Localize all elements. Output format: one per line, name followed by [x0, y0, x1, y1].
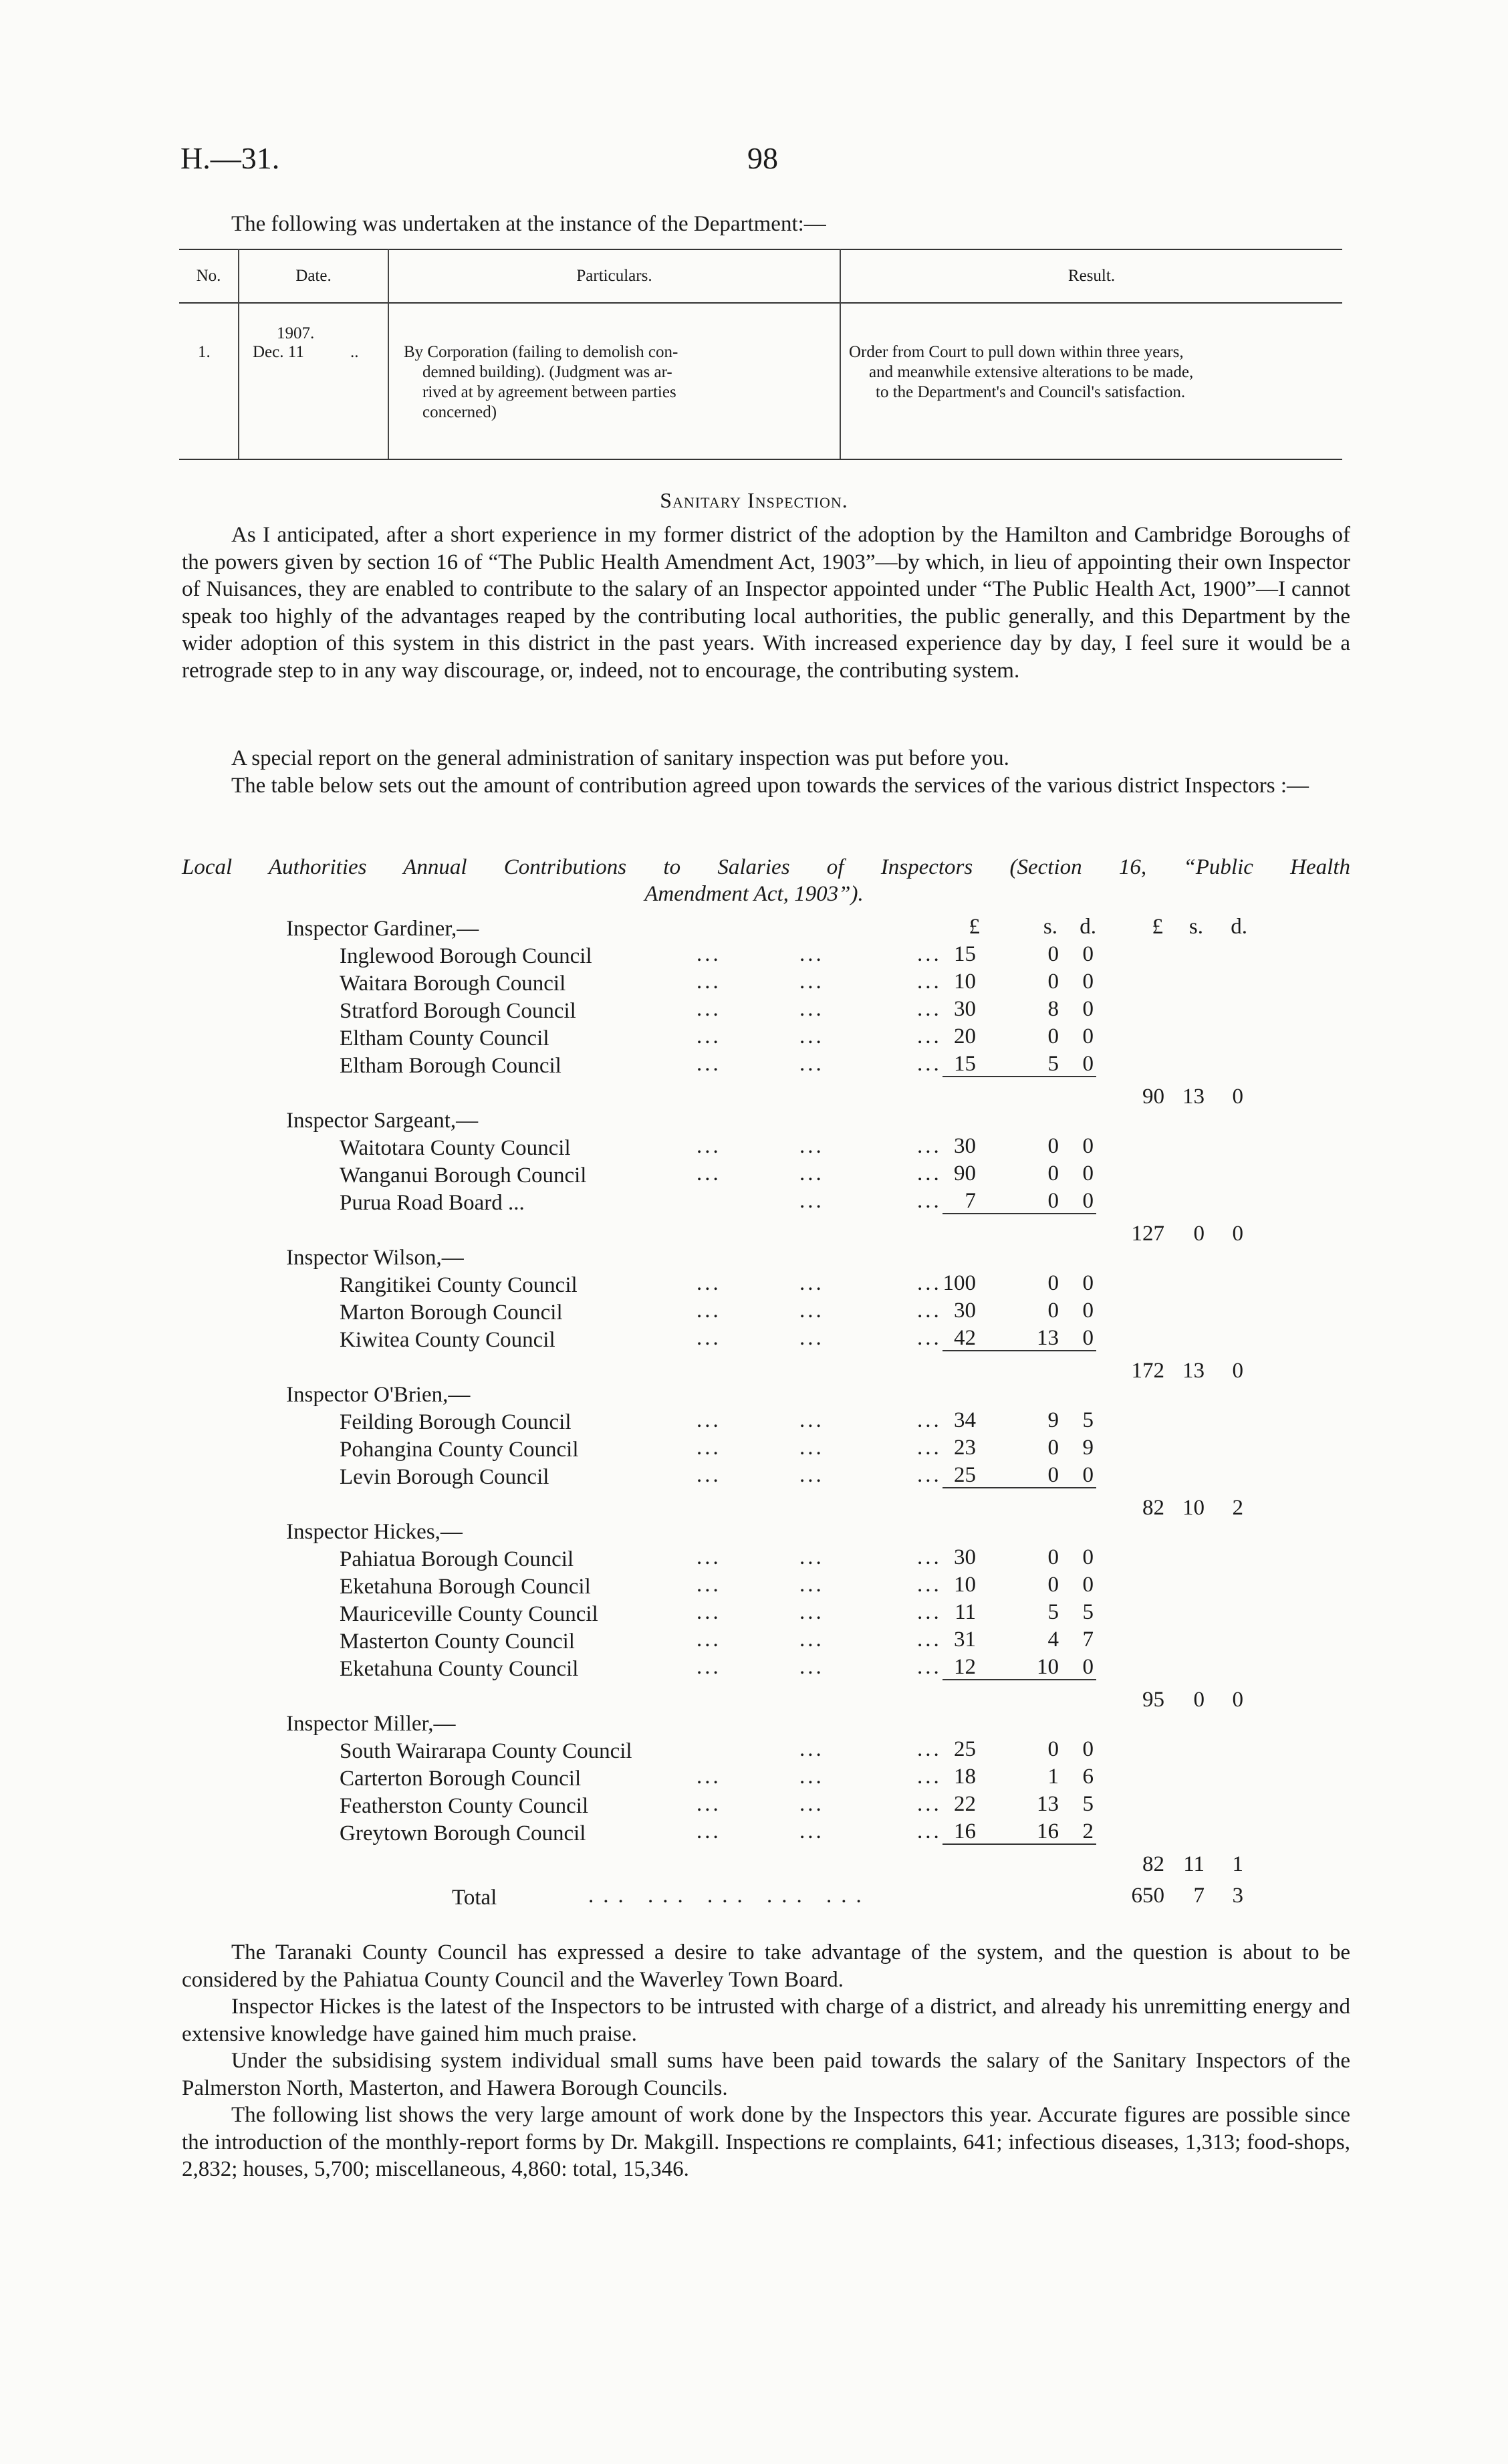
leader-dots: ...: [697, 970, 721, 994]
leader-dots: ...: [799, 1271, 824, 1295]
leader-dots: ...: [917, 1545, 942, 1569]
amount-pounds: 25: [954, 1737, 976, 1761]
amount-pounds: 30: [954, 1545, 976, 1569]
leader-dots: ...: [799, 1819, 824, 1843]
particulars-line: demned building). (Judgment was ar-: [422, 363, 672, 381]
amount-shillings: 8: [1047, 997, 1059, 1021]
section-heading: Sanitary Inspection.: [660, 488, 848, 512]
leader-dots: ...: [799, 1628, 824, 1652]
amount-shillings: 10: [1037, 1655, 1059, 1679]
leader-dots: ...: [697, 1134, 721, 1158]
inspector-name: Inspector Gardiner,—: [286, 917, 479, 941]
council-name: Marton Borough Council: [340, 1301, 563, 1325]
inspector-name: Inspector Sargeant,—: [286, 1109, 479, 1133]
amount-pounds: 22: [954, 1792, 976, 1816]
inspector-name: Inspector Miller,—: [286, 1712, 456, 1736]
leader-dots: ...: [799, 1189, 824, 1213]
col-header-date: Date.: [295, 267, 332, 285]
amount-shillings: 9: [1047, 1408, 1059, 1432]
page-number: 98: [747, 141, 778, 175]
header-shillings-total: s.: [1188, 915, 1203, 939]
amount-shillings: 0: [1047, 1436, 1059, 1460]
amount-shillings: 4: [1047, 1628, 1059, 1652]
amount-pounds: 30: [954, 997, 976, 1021]
amount-shillings: 0: [1047, 1189, 1059, 1213]
council-name: Pahiatua Borough Council: [340, 1547, 574, 1571]
leader-dots: ...: [917, 1737, 942, 1761]
leader-dots: ...: [799, 1737, 824, 1761]
subtotal-rule: [943, 1487, 1096, 1488]
paragraph-text: As I anticipated, after a short experience in my former district of the adoption by the Hamilton and Cambridge Boroughs of the powers given by section 16 of “The Public Health Amendment Act, 1903”—by which, in lieu of appointing their own Inspector of Nuisances, they are enabled to contribute to the salary of an Inspector appointed under “The Public Health Act, 1900”—I cannot speak too highly of the advantages reaped by the contributing local authorities, the public generally, and this Department by the wider adoption of this system in this district in the past years. With increased experience day by day, I feel sure it would be a retrograde step to in any way discourage, or, indeed, not to encourage, the contributing system.: [182, 523, 1350, 683]
subtotal-pounds: 82: [1142, 1496, 1164, 1520]
leader-dots: ...: [697, 997, 721, 1021]
subtotal-pence: 0: [1232, 1359, 1243, 1383]
leader-dots: ...: [917, 1299, 942, 1323]
leader-dots: ...: [917, 1271, 942, 1295]
amount-shillings: 5: [1047, 1600, 1059, 1624]
amount-shillings: 16: [1037, 1819, 1059, 1843]
amount-shillings: 0: [1047, 1463, 1059, 1487]
subtotal-pence: 0: [1232, 1222, 1243, 1246]
table-top-rule: [179, 249, 1342, 250]
amount-pounds: 7: [965, 1189, 976, 1213]
total-leader-dots: ... ... ... ... ...: [588, 1884, 871, 1908]
row-year: 1907.: [277, 324, 315, 342]
paragraph-inspections: [182, 2102, 1350, 2183]
leader-dots: ...: [917, 1765, 942, 1789]
council-name: Eltham County Council: [340, 1026, 549, 1050]
council-name: Eketahuna County Council: [340, 1657, 579, 1681]
council-name: Feilding Borough Council: [340, 1410, 572, 1434]
leader-dots: ...: [697, 1545, 721, 1569]
result-line: and meanwhile extensive alterations to be made,: [869, 363, 1194, 381]
leader-dots: ...: [697, 942, 721, 966]
amount-pounds: 100: [943, 1271, 976, 1295]
council-name: Eketahuna Borough Council: [340, 1575, 591, 1599]
amount-pence: 0: [1082, 942, 1094, 966]
amount-pence: 0: [1082, 1052, 1094, 1076]
subtotal-rule: [943, 1213, 1096, 1214]
amount-pence: 2: [1082, 1819, 1094, 1843]
paragraph-text: Under the subsidising system individual small sums have been paid towards the salary of the Sanitary Inspectors of the Palmerston North, Masterton, and Hawera Borough Councils.: [182, 2049, 1350, 2100]
council-name: Waitara Borough Council: [340, 972, 566, 996]
leader-dots: ...: [917, 970, 942, 994]
leader-dots: ...: [917, 1655, 942, 1679]
header-pounds: £: [969, 915, 980, 939]
inspector-name: Inspector Wilson,—: [286, 1246, 464, 1270]
leader-dots: ...: [917, 942, 942, 966]
inspector-name: Inspector O'Brien,—: [286, 1383, 471, 1407]
council-name: Pohangina County Council: [340, 1438, 579, 1462]
paragraph-table-note: [182, 772, 1350, 800]
leader-dots: ...: [917, 1189, 942, 1213]
subtotal-shillings: 13: [1182, 1085, 1205, 1109]
leader-dots: ...: [697, 1573, 721, 1597]
paragraph-text: The following list shows the very large amount of work done by the Inspectors this year. Accurate figures are possible since the introduction of the monthly-report forms by Dr. Makgill. Inspections re complaints, 641; infectious diseases, 1,313; food-shops, 2,832; houses, 5,700; miscellaneous, 4,860: total, 15,346.: [182, 2103, 1350, 2181]
subtotal-pence: 2: [1232, 1496, 1243, 1520]
leader-dots: ...: [917, 1628, 942, 1652]
leader-dots: ...: [697, 1792, 721, 1816]
council-name: Eltham Borough Council: [340, 1054, 561, 1078]
amount-pounds: 11: [955, 1600, 976, 1624]
leader-dots: ...: [917, 1134, 942, 1158]
paragraph-text: The table below sets out the amount of contribution agreed upon towards the services of the various district Inspectors :—: [231, 774, 1309, 798]
council-name: Rangitikei County Council: [340, 1273, 578, 1297]
council-name: Wanganui Borough Council: [340, 1163, 587, 1188]
amount-pounds: 16: [954, 1819, 976, 1843]
amount-pence: 0: [1082, 1271, 1094, 1295]
amount-pence: 0: [1082, 1545, 1094, 1569]
council-name: South Wairarapa County Council: [340, 1739, 632, 1763]
leader-dots: ...: [697, 1600, 721, 1624]
amount-shillings: 5: [1047, 1052, 1059, 1076]
leader-dots: ...: [799, 997, 824, 1021]
amount-pounds: 25: [954, 1463, 976, 1487]
leader-dots: ...: [697, 1819, 721, 1843]
amount-shillings: 13: [1037, 1792, 1059, 1816]
amount-pence: 0: [1082, 1573, 1094, 1597]
amount-pence: 7: [1082, 1628, 1094, 1652]
paragraph-text: The Taranaki County Council has expressed a desire to take advantage of the system, and the question is about to be considered by the Pahiatua County Council and the Waverley Town Board.: [182, 1940, 1350, 1992]
paragraph-taranaki: [182, 1939, 1350, 1993]
subtotal-pence: 0: [1232, 1688, 1243, 1712]
leader-dots: ...: [697, 1326, 721, 1350]
amount-shillings: 0: [1047, 1271, 1059, 1295]
amount-pounds: 23: [954, 1436, 976, 1460]
leader-dots: ...: [917, 997, 942, 1021]
amount-pounds: 90: [954, 1161, 976, 1186]
leader-dots: ...: [799, 1792, 824, 1816]
amount-shillings: 0: [1047, 970, 1059, 994]
leader-dots: ...: [799, 1436, 824, 1460]
amount-shillings: 0: [1047, 1024, 1059, 1048]
leader-dots: ...: [799, 970, 824, 994]
amount-pence: 6: [1082, 1765, 1094, 1789]
subtotal-pounds: 127: [1131, 1222, 1164, 1246]
subtotal-shillings: 10: [1182, 1496, 1205, 1520]
contributions-caption-line2: Amendment Act, 1903”).: [644, 882, 864, 906]
amount-pence: 9: [1082, 1436, 1094, 1460]
council-name: Purua Road Board ...: [340, 1191, 525, 1215]
amount-pence: 0: [1082, 1463, 1094, 1487]
leader-dots: ...: [799, 1134, 824, 1158]
amount-shillings: 0: [1047, 942, 1059, 966]
table-header-rule: [179, 302, 1342, 304]
amount-pence: 5: [1082, 1600, 1094, 1624]
amount-pounds: 31: [954, 1628, 976, 1652]
amount-pounds: 12: [954, 1655, 976, 1679]
amount-pounds: 10: [954, 1573, 976, 1597]
leader-dots: ...: [799, 1326, 824, 1350]
paragraph-hickes: [182, 1993, 1350, 2047]
header-pence-total: d.: [1231, 915, 1247, 939]
subtotal-shillings: 0: [1193, 1222, 1205, 1246]
leader-dots: ...: [799, 1573, 824, 1597]
amount-pounds: 15: [954, 1052, 976, 1076]
subtotal-shillings: 0: [1193, 1688, 1205, 1712]
leader-dots: ...: [697, 1436, 721, 1460]
amount-pence: 0: [1082, 1299, 1094, 1323]
subtotal-rule: [943, 1679, 1096, 1680]
paragraph-special-report: [182, 745, 1350, 772]
leader-dots: ...: [799, 1024, 824, 1048]
amount-pounds: 10: [954, 970, 976, 994]
leader-dots: ...: [917, 1792, 942, 1816]
amount-pence: 0: [1082, 1161, 1094, 1186]
amount-pounds: 18: [954, 1765, 976, 1789]
leader-dots: ...: [917, 1052, 942, 1076]
row-no: 1.: [198, 343, 211, 361]
col-header-particulars: Particulars.: [576, 267, 652, 285]
leader-dots: ...: [799, 1161, 824, 1186]
amount-pence: 5: [1082, 1408, 1094, 1432]
leader-dots: ...: [917, 1161, 942, 1186]
subtotal-shillings: 11: [1183, 1852, 1205, 1876]
total-shillings: 7: [1193, 1884, 1205, 1908]
amount-pounds: 30: [954, 1134, 976, 1158]
subtotal-pounds: 172: [1131, 1359, 1164, 1383]
council-name: Kiwitea County Council: [340, 1328, 555, 1352]
particulars-line: rived at by agreement between parties: [422, 383, 676, 401]
particulars-line: concerned): [422, 403, 497, 421]
amount-shillings: 0: [1047, 1573, 1059, 1597]
result-line: to the Department's and Council's satisfaction.: [876, 383, 1186, 401]
leader-dots: ...: [697, 1161, 721, 1186]
subtotal-pounds: 90: [1142, 1085, 1164, 1109]
leader-dots: ...: [799, 1408, 824, 1432]
council-name: Inglewood Borough Council: [340, 944, 592, 968]
paragraph-text: Inspector Hickes is the latest of the Inspectors to be intrusted with charge of a district, and already his unremitting energy and extensive knowledge have gained him much praise.: [182, 1995, 1350, 2046]
leader-dots: ...: [697, 1765, 721, 1789]
leader-dots: ...: [917, 1600, 942, 1624]
amount-shillings: 0: [1047, 1161, 1059, 1186]
amount-pence: 0: [1082, 1189, 1094, 1213]
subtotal-rule: [943, 1350, 1096, 1351]
leader-dots: ...: [917, 1463, 942, 1487]
paragraph-subsidising: [182, 2047, 1350, 2102]
col-header-result: Result.: [1067, 267, 1116, 285]
amount-pence: 0: [1082, 1737, 1094, 1761]
leader-dots: ...: [697, 1463, 721, 1487]
leader-dots: ...: [697, 1024, 721, 1048]
council-name: Carterton Borough Council: [340, 1767, 582, 1791]
council-name: Greytown Borough Council: [340, 1821, 586, 1845]
amount-pence: 0: [1082, 997, 1094, 1021]
amount-pence: 0: [1082, 970, 1094, 994]
amount-pounds: 15: [954, 942, 976, 966]
header-pence: d.: [1080, 915, 1096, 939]
council-name: Waitotara County Council: [340, 1136, 571, 1160]
paragraph-intro: [182, 522, 1350, 684]
subtotal-pounds: 95: [1142, 1688, 1164, 1712]
amount-pounds: 20: [954, 1024, 976, 1048]
total-pounds: 650: [1131, 1884, 1164, 1908]
result-line: Order from Court to pull down within three years,: [849, 343, 1184, 361]
amount-pence: 0: [1082, 1655, 1094, 1679]
leader-dots: ...: [799, 1655, 824, 1679]
leader-dots: ...: [697, 1052, 721, 1076]
header-shillings: s.: [1043, 915, 1057, 939]
amount-shillings: 1: [1047, 1765, 1059, 1789]
leader-dots: ...: [917, 1326, 942, 1350]
leader-dots: ...: [799, 1463, 824, 1487]
subtotal-rule: [943, 1843, 1096, 1845]
header-pounds-total: £: [1152, 915, 1163, 939]
total-label: Total: [452, 1886, 497, 1910]
amount-shillings: 0: [1047, 1299, 1059, 1323]
contributions-caption: Local Authorities Annual Contributions to Salaries of Inspectors (Section 16, “Public Health: [182, 855, 1350, 879]
leader-dots: ...: [697, 1408, 721, 1432]
total-pence: 3: [1232, 1884, 1243, 1908]
amount-pounds: 42: [954, 1326, 976, 1350]
amount-pence: 0: [1082, 1024, 1094, 1048]
row-date-dots: ..: [350, 343, 359, 361]
amount-pence: 0: [1082, 1134, 1094, 1158]
council-name: Levin Borough Council: [340, 1465, 549, 1489]
amount-pence: 5: [1082, 1792, 1094, 1816]
row-date: Dec. 11: [253, 343, 304, 361]
subtotal-pence: 0: [1232, 1085, 1243, 1109]
council-name: Stratford Borough Council: [340, 999, 576, 1023]
document-reference: H.—31.: [180, 141, 280, 175]
leader-dots: ...: [917, 1573, 942, 1597]
amount-shillings: 13: [1037, 1326, 1059, 1350]
leader-dots: ...: [917, 1819, 942, 1843]
leader-dots: ...: [697, 1271, 721, 1295]
leader-dots: ...: [697, 1655, 721, 1679]
leader-dots: ...: [917, 1436, 942, 1460]
leader-dots: ...: [917, 1024, 942, 1048]
leader-dots: ...: [697, 1299, 721, 1323]
leader-dots: ...: [799, 1299, 824, 1323]
council-name: Masterton County Council: [340, 1630, 575, 1654]
amount-shillings: 0: [1047, 1737, 1059, 1761]
leader-dots: ...: [799, 1545, 824, 1569]
leader-dots: ...: [917, 1408, 942, 1432]
amount-shillings: 0: [1047, 1545, 1059, 1569]
amount-pence: 0: [1082, 1326, 1094, 1350]
leader-dots: ...: [697, 1628, 721, 1652]
intro-text: The following was undertaken at the instance of the Department:—: [231, 212, 826, 236]
amount-pounds: 34: [954, 1408, 976, 1432]
table-bottom-rule: [179, 459, 1342, 460]
amount-pounds: 30: [954, 1299, 976, 1323]
subtotal-pence: 1: [1232, 1852, 1243, 1876]
col-header-no: No.: [196, 267, 221, 285]
subtotal-shillings: 13: [1182, 1359, 1205, 1383]
inspector-name: Inspector Hickes,—: [286, 1520, 463, 1544]
council-name: Mauriceville County Council: [340, 1602, 598, 1626]
amount-shillings: 0: [1047, 1134, 1059, 1158]
subtotal-rule: [943, 1076, 1096, 1077]
particulars-line: By Corporation (failing to demolish con-: [404, 343, 678, 361]
paragraph-text: A special report on the general administration of sanitary inspection was put before you.: [231, 746, 1009, 770]
leader-dots: ...: [799, 942, 824, 966]
leader-dots: ...: [799, 1600, 824, 1624]
leader-dots: ...: [799, 1052, 824, 1076]
council-name: Featherston County Council: [340, 1794, 589, 1818]
leader-dots: ...: [799, 1765, 824, 1789]
subtotal-pounds: 82: [1142, 1852, 1164, 1876]
